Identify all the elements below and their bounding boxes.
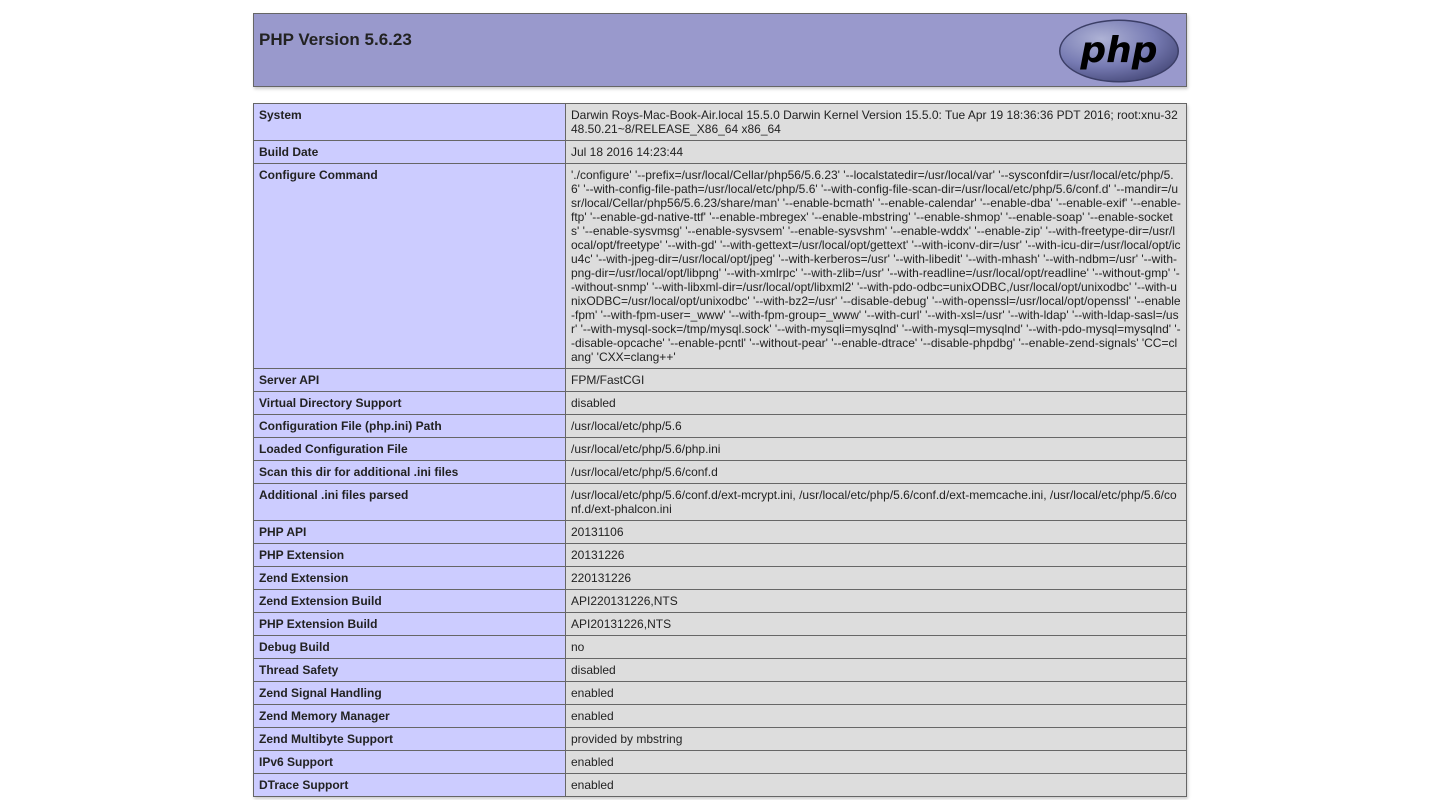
table-row xyxy=(254,141,1187,164)
row-key: Zend Signal Handling xyxy=(254,682,566,705)
row-value: 20131226 xyxy=(566,544,1187,567)
phpinfo-container xyxy=(253,13,1187,792)
row-key: Zend Memory Manager xyxy=(254,705,566,728)
row-value: API20131226,NTS xyxy=(566,613,1187,636)
table-row xyxy=(254,484,1187,521)
table-row xyxy=(254,705,1187,728)
row-value: 20131106 xyxy=(566,521,1187,544)
php-logo-text: php xyxy=(1080,30,1158,71)
row-value: Jul 18 2016 14:23:44 xyxy=(566,141,1187,164)
table-row xyxy=(254,659,1187,682)
info-table xyxy=(253,103,1187,797)
page-title: PHP Version 5.6.23 xyxy=(259,30,412,49)
table-row xyxy=(254,567,1187,590)
row-key: DTrace Support xyxy=(254,774,566,797)
row-key: Scan this dir for additional .ini files xyxy=(254,461,566,484)
row-value: enabled xyxy=(566,751,1187,774)
row-key: Zend Multibyte Support xyxy=(254,728,566,751)
row-value: disabled xyxy=(566,659,1187,682)
table-row xyxy=(254,682,1187,705)
php-logo-icon xyxy=(1058,18,1180,84)
version-header xyxy=(253,13,1187,87)
row-key: Build Date xyxy=(254,141,566,164)
row-key: IPv6 Support xyxy=(254,751,566,774)
table-row xyxy=(254,590,1187,613)
row-key: PHP Extension xyxy=(254,544,566,567)
row-value: enabled xyxy=(566,705,1187,728)
row-key: Loaded Configuration File xyxy=(254,438,566,461)
table-row xyxy=(254,774,1187,797)
row-key: PHP API xyxy=(254,521,566,544)
table-row xyxy=(254,415,1187,438)
row-key: Configuration File (php.ini) Path xyxy=(254,415,566,438)
table-row xyxy=(254,164,1187,369)
table-row xyxy=(254,438,1187,461)
row-value: disabled xyxy=(566,392,1187,415)
row-value: enabled xyxy=(566,682,1187,705)
table-row xyxy=(254,392,1187,415)
table-row xyxy=(254,751,1187,774)
row-key: Configure Command xyxy=(254,164,566,369)
row-value: 220131226 xyxy=(566,567,1187,590)
row-key: Zend Extension xyxy=(254,567,566,590)
table-row xyxy=(254,461,1187,484)
table-row xyxy=(254,728,1187,751)
row-key: Server API xyxy=(254,369,566,392)
row-value: Darwin Roys-Mac-Book-Air.local 15.5.0 Darwin Kernel Version 15.5.0: Tue Apr 19 18:36:36 PDT 2016; root:xnu-3248.50.21~8/RELEASE_X86_64 x86_64 xyxy=(566,104,1187,141)
row-value: FPM/FastCGI xyxy=(566,369,1187,392)
row-value: './configure' '--prefix=/usr/local/Cellar/php56/5.6.23' '--localstatedir=/usr/local/var' '--sysconfdir=/usr/local/etc/php/5.6' '--with-config-file-path=/usr/local/etc/php/5.6' '--with-config-file-scan-dir=/usr/local/etc/php/5.6/conf.d' '--mandir=/usr/local/Cellar/php56/5.6.23/share/man' '--enable-bcmath' '--enable-calendar' '--enable-dba' '--enable-exif' '--enable-ftp' '--enable-gd-native-ttf' '--enable-mbregex' '--enable-mbstring' '--enable-shmop' '--enable-soap' '--enable-sockets' '--enable-sysvmsg' '--enable-sysvsem' '--enable-sysvshm' '--enable-wddx' '--enable-zip' '--with-freetype-dir=/usr/local/opt/freetype' '--with-gd' '--with-gettext=/usr/local/opt/gettext' '--with-iconv-dir=/usr' '--with-icu-dir=/usr/local/opt/icu4c' '--with-jpeg-dir=/usr/local/opt/jpeg' '--with-kerberos=/usr' '--with-libedit' '--with-mhash' '--with-ndbm=/usr' '--with-png-dir=/usr/local/opt/libpng' '--with-xmlrpc' '--with-zlib=/usr' '--with-readline=/usr/local/opt/readline' '--without-gmp' '--without-snmp' '--with-libxml-dir=/usr/local/opt/libxml2' '--with-pdo-odbc=unixODBC,/usr/local/opt/unixodbc' '--with-unixODBC=/usr/local/opt/unixodbc' '--with-bz2=/usr' '--disable-debug' '--with-openssl=/usr/local/opt/openssl' '--enable-fpm' '--with-fpm-user=_www' '--with-fpm-group=_www' '--with-curl' '--with-xsl=/usr' '--with-ldap' '--with-ldap-sasl=/usr' '--with-mysql-sock=/tmp/mysql.sock' '--with-mysqli=mysqlnd' '--with-mysql=mysqlnd' '--with-pdo-mysql=mysqlnd' '--disable-opcache' '--enable-pcntl' '--without-pear' '--enable-dtrace' '--disable-phpdbg' '--enable-zend-signals' 'CC=clang' 'CXX=clang++' xyxy=(566,164,1187,369)
row-key: System xyxy=(254,104,566,141)
row-value: API220131226,NTS xyxy=(566,590,1187,613)
row-key: PHP Extension Build xyxy=(254,613,566,636)
info-table-body xyxy=(254,104,1187,797)
table-row xyxy=(254,636,1187,659)
row-key: Additional .ini files parsed xyxy=(254,484,566,521)
row-value: /usr/local/etc/php/5.6 xyxy=(566,415,1187,438)
row-value: /usr/local/etc/php/5.6/php.ini xyxy=(566,438,1187,461)
row-value: /usr/local/etc/php/5.6/conf.d/ext-mcrypt.ini, /usr/local/etc/php/5.6/conf.d/ext-memcache.ini, /usr/local/etc/php/5.6/conf.d/ext-phalcon.ini xyxy=(566,484,1187,521)
table-row xyxy=(254,613,1187,636)
table-row xyxy=(254,104,1187,141)
table-row xyxy=(254,521,1187,544)
row-key: Thread Safety xyxy=(254,659,566,682)
row-key: Debug Build xyxy=(254,636,566,659)
row-key: Virtual Directory Support xyxy=(254,392,566,415)
table-row xyxy=(254,369,1187,392)
row-key: Zend Extension Build xyxy=(254,590,566,613)
row-value: enabled xyxy=(566,774,1187,797)
row-value: /usr/local/etc/php/5.6/conf.d xyxy=(566,461,1187,484)
table-row xyxy=(254,544,1187,567)
row-value: provided by mbstring xyxy=(566,728,1187,751)
row-value: no xyxy=(566,636,1187,659)
